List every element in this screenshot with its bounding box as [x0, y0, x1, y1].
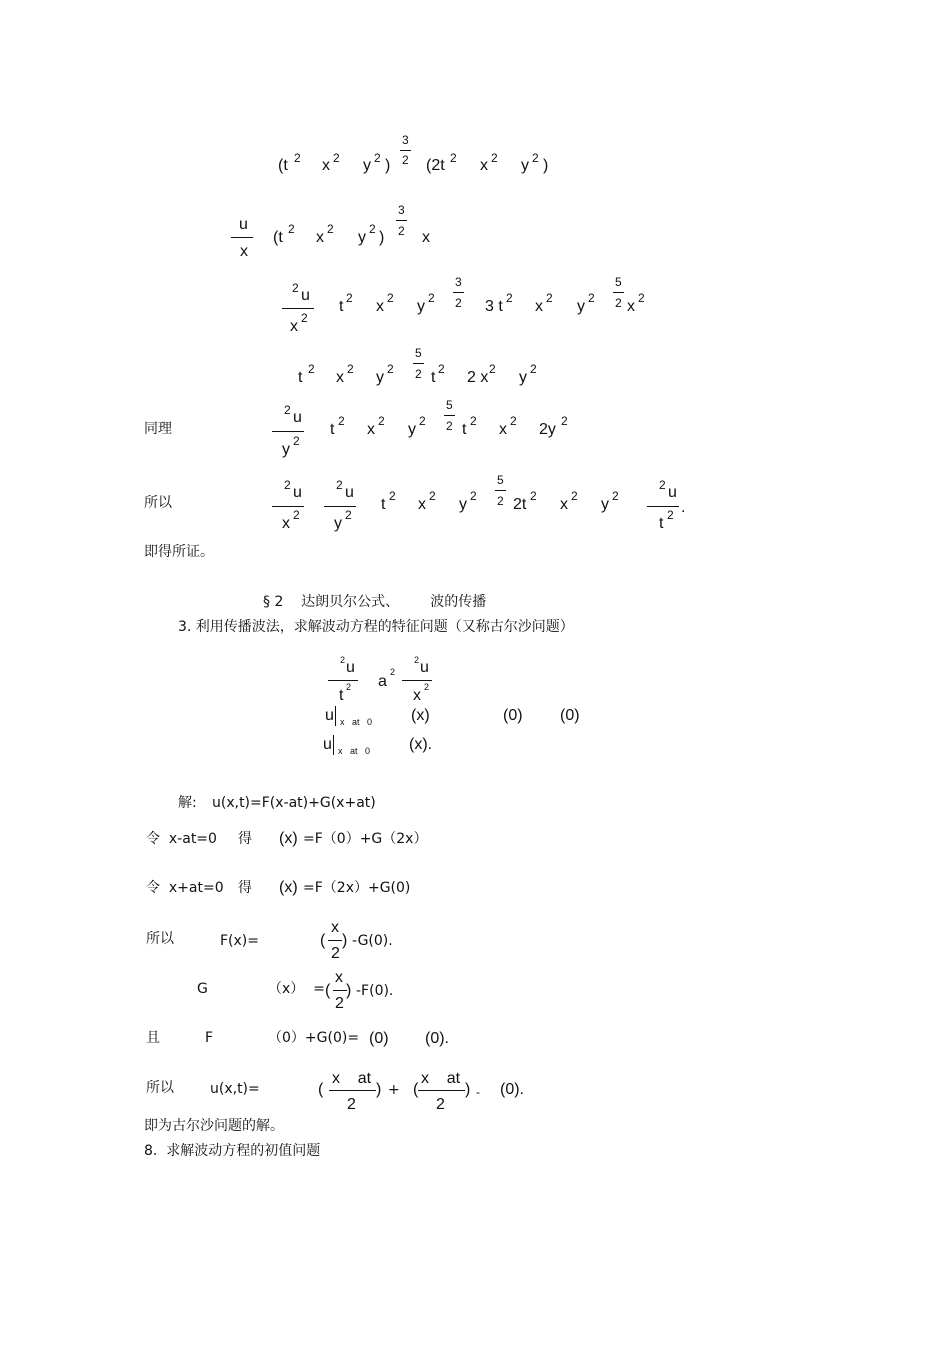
ux-exp: 2 — [327, 222, 334, 236]
uyy-exp: 2 — [510, 414, 517, 428]
cont-exp: 2 — [308, 362, 315, 376]
uyy-den: y — [282, 441, 290, 458]
eq1-exp: 2 — [532, 151, 539, 165]
fraction-bar — [328, 940, 342, 941]
fraction-bar — [402, 680, 432, 681]
uxx-x: x — [376, 298, 384, 315]
uxx-exp: 2 — [428, 291, 435, 305]
uxx-num: u — [301, 287, 310, 304]
cont-t: t — [431, 369, 436, 386]
sol-frac-num: x at — [332, 1070, 372, 1087]
sol-label: 解: — [178, 795, 197, 811]
uyy-exp-den: 2 — [446, 419, 453, 433]
fraction-bar — [282, 308, 314, 309]
sum-y: y — [459, 496, 467, 513]
uyy-t: t — [462, 421, 467, 438]
sol-frac-num: x — [335, 969, 343, 986]
sum-exp: 2 — [429, 489, 436, 503]
sum-period: . — [681, 499, 686, 516]
uxx-exp: 2 — [588, 291, 595, 305]
sum-exp: 2 — [470, 489, 477, 503]
uxx-x: x — [627, 298, 635, 315]
sol-minus: - — [476, 1085, 480, 1099]
sol-lparen: ( — [320, 932, 326, 949]
problem-8: 8. 求解波动方程的初值问题 — [144, 1143, 321, 1159]
uxx-exp1-den: 2 — [455, 296, 462, 310]
uxx-den: x — [290, 318, 298, 335]
fraction-bar — [272, 506, 304, 507]
sol-general: u(x,t)=F(x-at)+G(x+at) — [212, 795, 376, 811]
ux-lparen-t: (t — [273, 229, 283, 246]
sol-therefore-2: 所以 — [146, 1080, 174, 1096]
sum-f2-num: u — [345, 484, 354, 501]
eq1-exp-num: 3 — [402, 133, 409, 147]
uyy-den-sup: 2 — [293, 434, 300, 448]
sys-c2-val: (x). — [409, 736, 433, 753]
sol-G: G — [197, 981, 208, 997]
uyy-exp-num: 5 — [446, 398, 453, 412]
uxx-den-sup: 2 — [301, 311, 308, 325]
uxx-exp2-den: 2 — [615, 296, 622, 310]
fraction-bar — [444, 415, 455, 416]
sys-f1-den: t — [339, 687, 344, 704]
sum-exp-num: 5 — [497, 473, 504, 487]
problem-3: 3. 利用传播波法，求解波动方程的特征问题（又称古尔沙问题） — [178, 619, 574, 635]
sum-f3-den-sup: 2 — [667, 508, 674, 522]
fraction-bar — [613, 292, 624, 293]
ux-exp-num: 3 — [398, 203, 405, 217]
ux-num: u — [239, 216, 248, 233]
uyy-2y: 2y — [539, 421, 556, 438]
cont-2x: 2 x — [467, 369, 489, 386]
uxx-x: x — [535, 298, 543, 315]
section-heading: § 2 达朗贝尔公式、 波的传播 — [263, 594, 487, 610]
eq1-y: y — [521, 157, 529, 174]
uyy-exp: 2 — [561, 414, 568, 428]
conclusion-text: 即为古尔沙问题的解。 — [144, 1118, 284, 1134]
uyy-exp: 2 — [378, 414, 385, 428]
fraction-bar — [418, 1090, 465, 1091]
cont-t: t — [298, 369, 303, 386]
sum-exp: 2 — [389, 489, 396, 503]
ux-den: x — [240, 243, 248, 260]
uxx-y: y — [417, 298, 425, 315]
uyy-x: x — [499, 421, 507, 438]
sol-F0: （0）+G(0)= — [268, 1030, 360, 1046]
sol-frac-num: x — [331, 919, 339, 936]
fraction-bar — [328, 680, 358, 681]
uyy-exp: 2 — [338, 414, 345, 428]
sys-f1-den-sup: 2 — [346, 682, 352, 692]
cont-exp: 2 — [489, 362, 496, 376]
eq1-2t: (2t — [426, 157, 445, 174]
sol-and: 且 — [146, 1030, 160, 1046]
uyy-num-sup: 2 — [284, 403, 291, 417]
cont-exp: 2 — [438, 362, 445, 376]
label-similarly: 同理 — [144, 421, 172, 437]
cont-exp-den: 2 — [415, 367, 422, 381]
uxx-exp: 2 — [506, 291, 513, 305]
sys-f1-sup: 2 — [340, 655, 346, 665]
uxx-exp: 2 — [387, 291, 394, 305]
uxx-y: y — [577, 298, 585, 315]
eq1-lparen-t: (t — [278, 157, 288, 174]
ux-x-tail: x — [422, 229, 430, 246]
sys-c2-sub: x at 0 — [338, 746, 371, 756]
sol-phi-x: (x) — [279, 830, 298, 847]
sum-2t: 2t — [513, 496, 527, 513]
sol-plus: + — [388, 1082, 400, 1098]
sum-f1-den-sup: 2 — [293, 508, 300, 522]
cont-y: y — [519, 369, 527, 386]
sol-get-1: 得 — [238, 831, 252, 847]
uyy-y: y — [408, 421, 416, 438]
sol-frac-den: 2 — [436, 1096, 445, 1113]
fraction-bar — [453, 292, 464, 293]
sol-phi0: (0) — [369, 1030, 389, 1047]
sum-exp: 2 — [571, 489, 578, 503]
sys-a-sup: 2 — [390, 667, 396, 677]
ux-x: x — [316, 229, 324, 246]
sol-let-1: 令 x-at=0 — [146, 831, 217, 847]
sys-c1-u: u — [325, 707, 334, 724]
sys-c1-val: (x) — [411, 707, 430, 724]
sol-eq-1: =F（0）+G（2x） — [303, 831, 428, 847]
cont-exp-num: 5 — [415, 346, 422, 360]
sum-f3-den: t — [659, 515, 664, 532]
sum-y: y — [601, 496, 609, 513]
uxx-exp1-num: 3 — [455, 275, 462, 289]
sol-lparen: ( — [413, 1081, 419, 1098]
sum-exp-den: 2 — [497, 494, 504, 508]
eq1-exp: 2 — [333, 151, 340, 165]
cont-x: x — [336, 369, 344, 386]
sum-t: t — [381, 496, 386, 513]
sys-f2-den-sup: 2 — [424, 682, 430, 692]
fraction-bar — [495, 490, 506, 491]
sys-a: a — [378, 673, 387, 690]
sum-exp: 2 — [530, 489, 537, 503]
uxx-num-sup: 2 — [292, 281, 299, 295]
eq1-exp: 2 — [374, 151, 381, 165]
sum-f2-den-sup: 2 — [345, 508, 352, 522]
uxx-exp2-num: 5 — [615, 275, 622, 289]
sum-f1-den: x — [282, 515, 290, 532]
sol-rparen: ) — [376, 1081, 382, 1098]
fraction-bar — [324, 506, 356, 507]
cont-y: y — [376, 369, 384, 386]
sys-c2-u: u — [323, 736, 332, 753]
fraction-bar — [413, 363, 424, 364]
fraction-bar — [647, 506, 679, 507]
sol-frac-num: x at — [421, 1070, 461, 1087]
ux-exp: 2 — [288, 222, 295, 236]
sys-f1-num: u — [346, 659, 355, 676]
restriction-bar — [335, 706, 336, 726]
label-therefore: 所以 — [144, 495, 172, 511]
uxx-exp: 2 — [346, 291, 353, 305]
sum-x: x — [560, 496, 568, 513]
sol-Gx: （x） = — [268, 981, 325, 997]
uxx-exp: 2 — [638, 291, 645, 305]
sol-Fx: F(x)= — [220, 933, 259, 949]
sum-f1-num: u — [293, 484, 302, 501]
fraction-bar — [231, 237, 253, 238]
uyy-t: t — [330, 421, 335, 438]
cont-exp: 2 — [530, 362, 537, 376]
proved-text: 即得所证。 — [144, 544, 214, 560]
eq1-rparen: ) — [385, 157, 391, 174]
sol-F: F — [205, 1030, 214, 1046]
fraction-bar — [329, 1090, 376, 1091]
sys-f2-sup: 2 — [414, 655, 420, 665]
sum-exp: 2 — [612, 489, 619, 503]
sol-get-2: 得 — [238, 880, 252, 896]
sum-f2-sup: 2 — [336, 478, 343, 492]
sol-rparen: ) — [346, 982, 352, 999]
sum-f2-den: y — [334, 515, 342, 532]
uyy-num: u — [293, 409, 302, 426]
cont-exp: 2 — [387, 362, 394, 376]
cont-exp: 2 — [347, 362, 354, 376]
sol-therefore-1: 所以 — [146, 931, 174, 947]
sum-f1-sup: 2 — [284, 478, 291, 492]
ux-rparen: ) — [379, 229, 385, 246]
sol-frac-den: 2 — [331, 945, 340, 962]
uxx-exp: 2 — [546, 291, 553, 305]
sys-f2-den: x — [413, 687, 421, 704]
eq1-y: y — [363, 157, 371, 174]
ux-exp: 2 — [369, 222, 376, 236]
sol-psi-x: (x) — [279, 879, 298, 896]
sol-rparen: ) — [465, 1081, 471, 1098]
eq1-exp: 2 — [450, 151, 457, 165]
sol-frac-den: 2 — [335, 995, 344, 1012]
eq1-x: x — [322, 157, 330, 174]
sys-c1-r2: (0) — [560, 707, 580, 724]
uxx-t: t — [339, 298, 344, 315]
fraction-bar — [400, 150, 411, 151]
sol-lparen: ( — [318, 1081, 324, 1098]
eq1-x: x — [480, 157, 488, 174]
uxx-3t: 3 t — [485, 298, 503, 315]
sol-uxt: u(x,t)= — [210, 1081, 260, 1097]
restriction-bar — [333, 735, 334, 755]
fraction-bar — [333, 990, 347, 991]
fraction-bar — [396, 220, 407, 221]
sys-c1-sub: x at 0 — [340, 717, 373, 727]
uyy-x: x — [367, 421, 375, 438]
sol-frac-den: 2 — [347, 1096, 356, 1113]
uyy-exp: 2 — [419, 414, 426, 428]
sol-Fx-tail: -G(0). — [352, 933, 393, 949]
sum-x: x — [418, 496, 426, 513]
sys-f2-num: u — [420, 659, 429, 676]
sys-c1-r1: (0) — [503, 707, 523, 724]
uyy-exp: 2 — [470, 414, 477, 428]
ux-exp-den: 2 — [398, 224, 405, 238]
sol-let-2: 令 x+at=0 — [146, 880, 224, 896]
sol-lparen: ( — [325, 982, 331, 999]
sol-end: (0). — [500, 1081, 524, 1098]
sum-f3-num: u — [668, 484, 677, 501]
eq1-exp-den: 2 — [402, 153, 409, 167]
sol-psi0: (0). — [425, 1030, 449, 1047]
eq1-exp: 2 — [294, 151, 301, 165]
eq1-rparen: ) — [543, 157, 549, 174]
sol-rparen: ) — [342, 932, 348, 949]
sum-f3-sup: 2 — [659, 478, 666, 492]
ux-y: y — [358, 229, 366, 246]
fraction-bar — [272, 431, 304, 432]
sol-Gx-tail: -F(0). — [356, 983, 394, 999]
eq1-exp: 2 — [491, 151, 498, 165]
sol-eq-2: =F（2x）+G(0) — [303, 880, 411, 896]
